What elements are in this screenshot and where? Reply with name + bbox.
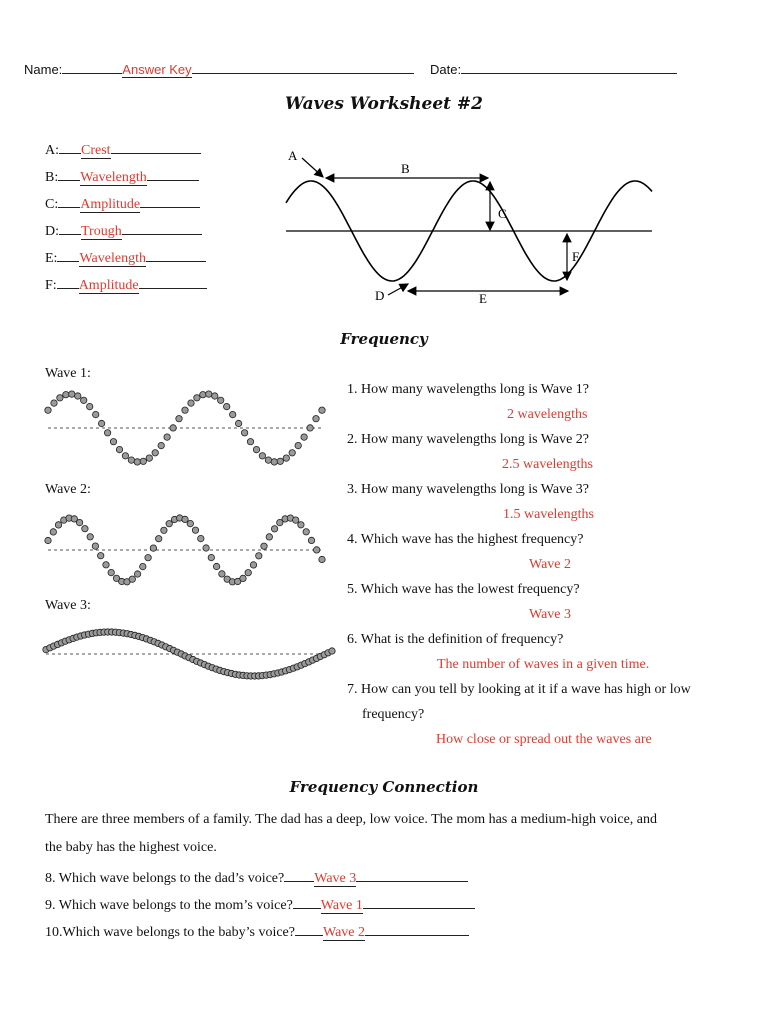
wave-dot	[303, 529, 309, 535]
wave-dot	[230, 411, 236, 417]
wave-dot	[145, 555, 151, 561]
wave-dot	[271, 526, 277, 532]
wave-dot	[55, 522, 61, 528]
wave-dot	[116, 446, 122, 452]
wave-dot	[140, 563, 146, 569]
wave-dot	[203, 545, 209, 551]
name-label: Name:	[24, 62, 63, 77]
label-a: A	[288, 148, 298, 163]
frequency-questions	[347, 382, 747, 757]
wave-dot	[245, 570, 251, 576]
wave-dot	[253, 446, 259, 452]
wave-dot	[110, 439, 116, 445]
wave-dot	[104, 430, 110, 436]
label-b: B	[401, 161, 410, 176]
wave-dot	[98, 420, 104, 426]
answer-2: 2.5 wavelengths	[502, 457, 593, 472]
wave-dot	[266, 534, 272, 540]
wave-dot	[129, 576, 135, 582]
date-line	[430, 58, 677, 77]
wave-dot	[307, 425, 313, 431]
wave-dot	[247, 439, 253, 445]
wave-dot	[218, 397, 224, 403]
wave-dot	[76, 519, 82, 525]
wave-dot	[298, 522, 304, 528]
wave-dot	[92, 543, 98, 549]
wave-dot	[250, 562, 256, 568]
wave-dot	[158, 442, 164, 448]
answer-10: Wave 2	[322, 925, 366, 940]
list-item: F: Amplitude	[45, 273, 207, 300]
wave-2-label: Wave 2:	[45, 482, 91, 497]
wave-dot	[50, 529, 56, 535]
crest-arrow	[302, 158, 323, 177]
wave-dot	[319, 556, 325, 562]
wave-3-label: Wave 3:	[45, 598, 91, 613]
wave-dot	[146, 455, 152, 461]
name-line	[24, 58, 414, 78]
wave-dot	[187, 520, 193, 526]
question-2: 2. How many wavelengths long is Wave 2?	[347, 432, 590, 447]
wave-dot	[314, 547, 320, 553]
date-label: Date:	[430, 62, 462, 77]
question-9: 9. Which wave belongs to the mom’s voice? Wave 1	[45, 893, 475, 914]
wave-dot	[82, 526, 88, 532]
answer-8: Wave 3	[314, 871, 357, 886]
wave-dot	[45, 537, 51, 543]
list-item: C: Amplitude	[45, 192, 207, 219]
question-1: 1. How many wavelengths long is Wave 1?	[347, 382, 590, 397]
wave-dot	[206, 391, 212, 397]
wave-dot	[156, 536, 162, 542]
connection-paragraph-line-1: There are three members of a family. The dad has a deep, low voice. The mom has a medium-high voice, and	[45, 812, 658, 827]
wave-dot	[166, 521, 172, 527]
label-e: E	[479, 291, 487, 306]
wave-dot	[176, 416, 182, 422]
wave-dot	[198, 535, 204, 541]
wave-1-label: Wave 1:	[45, 366, 91, 381]
answer-5: Wave 3	[529, 607, 572, 622]
wave-dot	[308, 537, 314, 543]
wave-dot	[224, 403, 230, 409]
answer-1: 2 wavelengths	[507, 407, 588, 422]
wave-dot	[164, 434, 170, 440]
wave-dot	[81, 397, 87, 403]
wave-dot	[87, 403, 93, 409]
wave-dot	[240, 575, 246, 581]
wave-dot	[235, 420, 241, 426]
answer-9: Wave 1	[320, 898, 363, 913]
question-7: 7. How can you tell by looking at it if a wave has high or low	[347, 682, 691, 697]
wave-dot	[256, 553, 262, 559]
question-6: 6. What is the definition of frequency?	[347, 632, 564, 647]
wave-dot	[319, 407, 325, 413]
list-item: A: Crest	[45, 138, 207, 165]
list-item: E: Wavelength	[45, 246, 207, 273]
wave-dot	[192, 527, 198, 533]
wave-dot	[182, 407, 188, 413]
wave-dot	[134, 571, 140, 577]
wave-dot	[277, 458, 283, 464]
wave-dot	[271, 459, 277, 465]
wave-dot	[188, 400, 194, 406]
label-f: F	[572, 249, 580, 264]
question-5: 5. Which wave has the lowest frequency?	[347, 582, 580, 597]
wave-dot	[241, 430, 247, 436]
wave-dot	[45, 407, 51, 413]
wave-anatomy-diagram	[280, 140, 670, 310]
wave-dot	[108, 569, 114, 575]
wave-dot	[63, 392, 69, 398]
list-item: D: Trough	[45, 219, 207, 246]
wave-dot	[301, 434, 307, 440]
parts-list	[45, 138, 207, 300]
trough-arrow	[388, 284, 408, 295]
wave-dot	[98, 553, 104, 559]
question-3: 3. How many wavelengths long is Wave 3?	[347, 482, 590, 497]
connection-heading: Frequency Connection	[289, 778, 479, 796]
wave-dot	[259, 453, 265, 459]
wave-dot	[208, 554, 214, 560]
wave-dot	[293, 517, 299, 523]
wave-dot	[329, 648, 335, 654]
question-8: 8. Which wave belongs to the dad’s voice? Wave 3	[45, 866, 468, 887]
wave-dot	[261, 543, 267, 549]
wave-dot	[122, 453, 128, 459]
wave-dot	[219, 571, 225, 577]
frequency-heading: Frequency	[340, 330, 428, 348]
wave-dot	[103, 562, 109, 568]
wave-dot	[213, 563, 219, 569]
wave-dot	[283, 455, 289, 461]
page-title: Waves Worksheet #2	[285, 94, 483, 114]
wave-dot	[161, 527, 167, 533]
wave-dot	[140, 458, 146, 464]
wave-dot	[295, 442, 301, 448]
question-7-cont: frequency?	[362, 707, 425, 722]
wave-dot	[152, 450, 158, 456]
wave-dot	[313, 416, 319, 422]
wave-dot	[57, 395, 63, 401]
list-item: B: Wavelength	[45, 165, 207, 192]
wave-dot	[69, 391, 75, 397]
answer-3: 1.5 wavelengths	[503, 507, 594, 522]
wave-dot	[182, 516, 188, 522]
wave-dot	[51, 400, 57, 406]
wave-dot	[150, 545, 156, 551]
wave-dot	[87, 534, 93, 540]
connection-paragraph-line-2: the baby has the highest voice.	[45, 840, 217, 855]
wave-dot	[200, 392, 206, 398]
label-d: D	[375, 288, 385, 303]
answer-4: Wave 2	[529, 557, 572, 572]
wave-dot	[134, 459, 140, 465]
wave-dot	[194, 395, 200, 401]
wave-dot	[75, 393, 81, 399]
wave-dot	[93, 411, 99, 417]
wave-dot	[128, 457, 134, 463]
wave-dot	[170, 425, 176, 431]
name-value: Answer Key	[122, 62, 192, 77]
wave-2-graphic	[40, 500, 330, 590]
wave-dot	[289, 450, 295, 456]
question-4: 4. Which wave has the highest frequency?	[347, 532, 584, 547]
wave-1-graphic	[40, 380, 330, 476]
wave-3-graphic	[38, 622, 340, 692]
wave-dot	[265, 457, 271, 463]
label-c: C	[498, 206, 507, 221]
answer-6: The number of waves in a given time.	[437, 657, 650, 672]
question-10: 10.Which wave belongs to the baby’s voice? Wave 2	[45, 920, 469, 941]
answer-7: How close or spread out the waves are	[436, 732, 652, 747]
wave-dot	[212, 393, 218, 399]
